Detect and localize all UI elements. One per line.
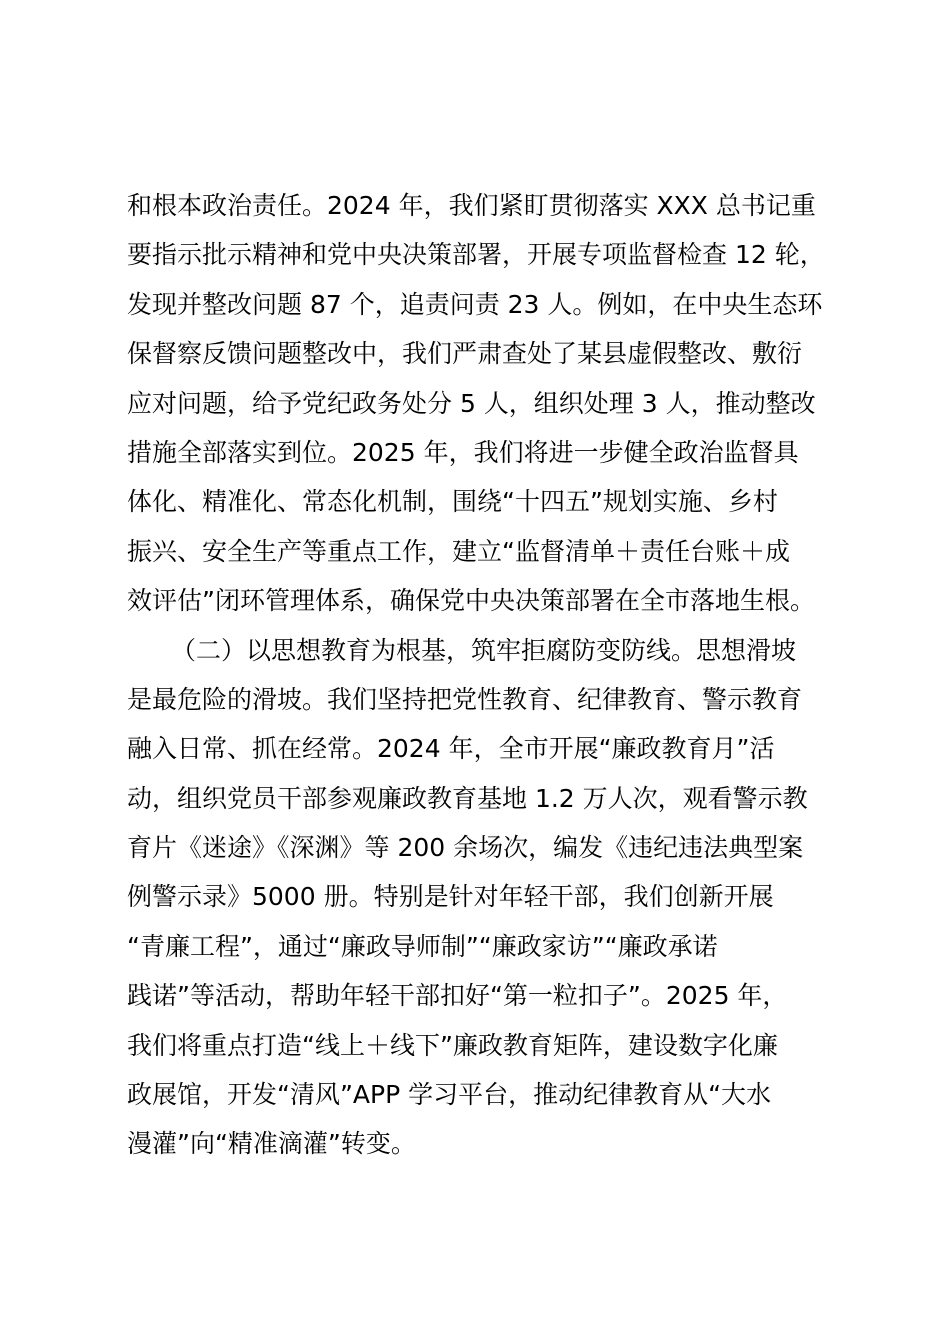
text-line: 是最危险的滑坡。我们坚持把党性教育、纪律教育、警示教育 bbox=[127, 684, 803, 714]
text-line: 振兴、安全生产等重点工作，建立“监督清单＋责任台账＋成 bbox=[127, 536, 790, 566]
text-line: 发现并整改问题 87 个，追责问责 23 人。例如，在中央生态环 bbox=[127, 289, 823, 319]
section-heading-line: （二）以思想教育为根基，筑牢拒腐防变防线。思想滑坡 bbox=[171, 635, 797, 665]
text-line: 保督察反馈问题整改中，我们严肃查处了某县虚假整改、敷衍 bbox=[127, 339, 803, 369]
text-line: 和根本政治责任。2024 年，我们紧盯贯彻落实 XXX 总书记重 bbox=[127, 191, 816, 220]
text-line: 体化、精准化、常态化机制，围绕“十四五”规划实施、乡村 bbox=[127, 487, 778, 517]
text-line: 育片《迷途》《深渊》等 200 余场次，编发《违纪违法典型案 bbox=[127, 833, 804, 863]
text-line: 融入日常、抓在经常。2024 年，全市开展“廉政教育月”活 bbox=[127, 734, 775, 764]
text-line: 政展馆，开发“清风”APP 学习平台，推动纪律教育从“大水 bbox=[127, 1080, 772, 1110]
body-text bbox=[127, 181, 867, 1169]
text-line: 我们将重点打造“线上＋线下”廉政教育矩阵，建设数字化廉 bbox=[127, 1030, 778, 1060]
text-line: “青廉工程”，通过“廉政导师制”“廉政家访”“廉政承诺 bbox=[127, 931, 718, 961]
text-line: 措施全部落实到位。2025 年，我们将进一步健全政治监督具 bbox=[127, 437, 799, 467]
text-line: 例警示录》5000 册。特别是针对年轻干部，我们创新开展 bbox=[127, 882, 774, 912]
text-line: 践诺”等活动，帮助年轻干部扣好“第一粒扣子”。2025 年， bbox=[127, 981, 788, 1011]
text-line: 动，组织党员干部参观廉政教育基地 1.2 万人次，观看警示教 bbox=[127, 783, 808, 813]
text-line: 要指示批示精神和党中央决策部署，开展专项监督检查 12 轮， bbox=[127, 240, 825, 270]
text-line: 效评估”闭环管理体系，确保党中央决策部署在全市落地生根。 bbox=[127, 586, 815, 616]
text-line: 应对问题，给予党纪政务处分 5 人，组织处理 3 人，推动整改 bbox=[127, 388, 816, 418]
text-line: 漫灌”向“精准滴灌”转变。 bbox=[127, 1129, 416, 1159]
